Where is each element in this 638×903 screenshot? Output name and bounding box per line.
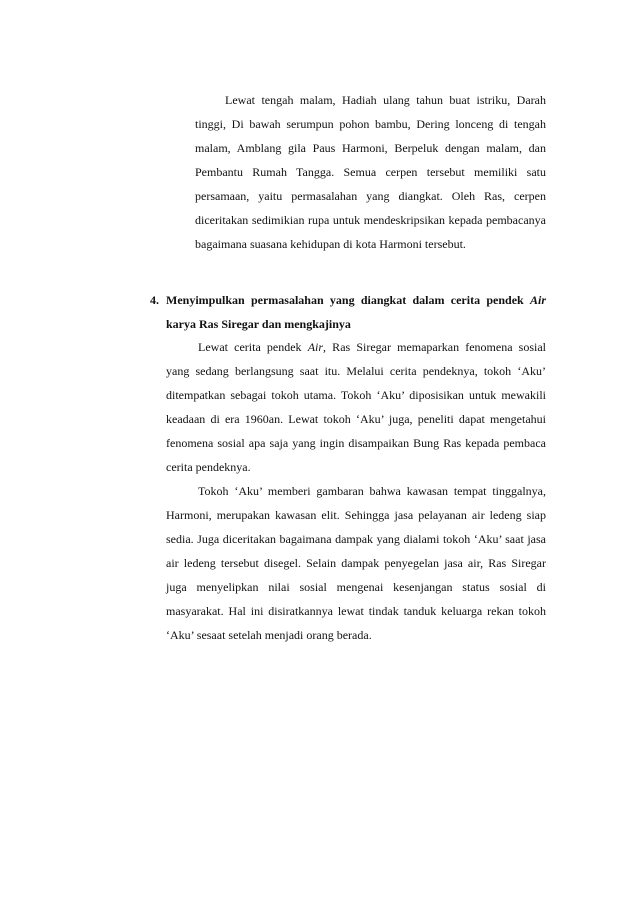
section-heading (150, 288, 546, 336)
body-paragraph-1-part2: , Ras Siregar memaparkan fenomena sosial yang sedang berlangsung saat itu. Melalui cerita pendeknya, tokoh ‘Aku’ ditempatkan sebagai tokoh utama. Tokoh ‘Aku’ diposisikan untuk mewakili keadaan di era 1960an. Lewat tokoh ‘Aku’ juga, peneliti dapat mengetahui fenomena sosial apa saja yang ingin disampaikan Bung Ras kepada pembaca cerita pendeknya. (166, 340, 547, 474)
intro-paragraph (195, 88, 546, 256)
body-paragraph-2: Tokoh ‘Aku’ memberi gambaran bahwa kawasan tempat tinggalnya, Harmoni, merupakan kawasan elit. Sehingga jasa pelayanan air ledeng siap sedia. Juga diceritakan bagaimana dampak yang dialami tokoh ‘Aku’ saat jasa air ledeng tersebut disegel. Selain dampak penyegelan jasa air, Ras Siregar juga menyelipkan nilai sosial mengenai kesenjangan status sosial di masyarakat. Hal ini disiratkannya lewat tindak tanduk keluarga rekan tokoh ‘Aku’ sesaat setelah menjadi orang berada. (166, 484, 546, 642)
section-title (166, 288, 546, 336)
section-number: 4. (150, 293, 159, 307)
section-title-part1: Menyimpulkan permasalahan yang diangkat dalam cerita pendek (166, 293, 530, 307)
section-body (166, 335, 546, 647)
body-paragraph-1 (166, 335, 546, 479)
section-title-part2: karya Ras Siregar dan mengkajinya (166, 317, 351, 331)
body-paragraph-1-italic: Air (307, 340, 324, 354)
section-title-italic: Air (529, 293, 546, 307)
intro-paragraph-text: Lewat tengah malam, Hadiah ulang tahun buat istriku, Darah tinggi, Di bawah serumpun pohon bambu, Dering lonceng di tengah malam, Amblang gila Paus Harmoni, Berpeluk dengan malam, dan Pembantu Rumah Tangga. Semua cerpen tersebut memiliki satu persamaan, yaitu permasalahan yang diangkat. Oleh Ras, cerpen diceritakan sedimikian rupa untuk mendeskripsikan kepada pembacanya bagaimana suasana kehidupan di kota Harmoni tersebut. (195, 93, 546, 251)
body-paragraph-1-part1: Lewat cerita pendek (198, 340, 308, 354)
